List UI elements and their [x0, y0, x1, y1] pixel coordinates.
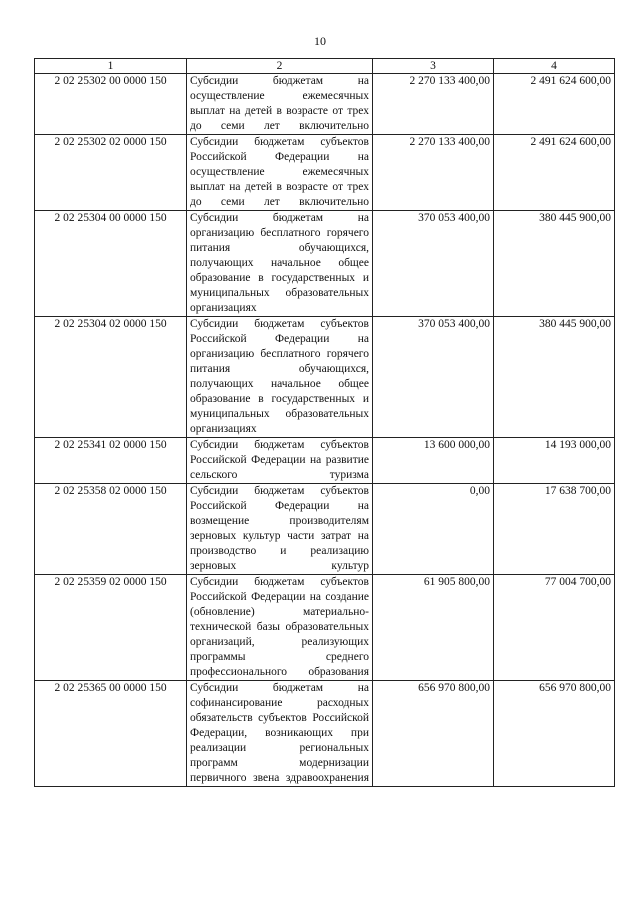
column-header-3: 3 — [373, 59, 494, 74]
budget-table — [34, 58, 615, 787]
table-row — [35, 438, 615, 484]
budget-code: 2 02 25304 00 0000 150 — [35, 211, 187, 317]
budget-code: 2 02 25302 00 0000 150 — [35, 74, 187, 135]
column-header-4: 4 — [494, 59, 615, 74]
amount-col3: 370 053 400,00 — [373, 317, 494, 438]
budget-code: 2 02 25359 02 0000 150 — [35, 575, 187, 681]
table-body — [35, 74, 615, 787]
amount-col4: 656 970 800,00 — [494, 681, 615, 787]
budget-code: 2 02 25365 00 0000 150 — [35, 681, 187, 787]
income-description: Субсидии бюджетам субъектов Российской Федерации на возмещение производителям зерновых культур части затрат на производство и реализацию зерновых культур — [187, 484, 373, 575]
amount-col3: 656 970 800,00 — [373, 681, 494, 787]
amount-col4: 17 638 700,00 — [494, 484, 615, 575]
amount-col3: 2 270 133 400,00 — [373, 135, 494, 211]
table-row — [35, 575, 615, 681]
page-number: 10 — [314, 34, 326, 48]
income-description: Субсидии бюджетам субъектов Российской Федерации на создание (обновление) материально-технической базы образовательных организаций, реализующих программы среднего профессионального образования — [187, 575, 373, 681]
column-header-1: 1 — [35, 59, 187, 74]
amount-col4: 380 445 900,00 — [494, 317, 615, 438]
amount-col4: 14 193 000,00 — [494, 438, 615, 484]
income-description: Субсидии бюджетам на организацию бесплатного горячего питания обучающихся, получающих начальное общее образование в государственных и муниципальных образовательных организациях — [187, 211, 373, 317]
budget-code: 2 02 25341 02 0000 150 — [35, 438, 187, 484]
income-description: Субсидии бюджетам субъектов Российской Федерации на развитие сельского туризма — [187, 438, 373, 484]
column-header-2: 2 — [187, 59, 373, 74]
table-row — [35, 135, 615, 211]
income-description: Субсидии бюджетам субъектов Российской Федерации на организацию бесплатного горячего питания обучающихся, получающих начальное общее образование в государственных и муниципальных образовательных организациях — [187, 317, 373, 438]
table-header — [35, 59, 615, 74]
amount-col3: 13 600 000,00 — [373, 438, 494, 484]
amount-col3: 2 270 133 400,00 — [373, 74, 494, 135]
income-description: Субсидии бюджетам на софинансирование расходных обязательств субъектов Российской Федерации, возникающих при реализации региональных программ модернизации первичного звена здравоохранения — [187, 681, 373, 787]
amount-col3: 0,00 — [373, 484, 494, 575]
budget-code: 2 02 25358 02 0000 150 — [35, 484, 187, 575]
table-row — [35, 211, 615, 317]
amount-col4: 2 491 624 600,00 — [494, 74, 615, 135]
amount-col4: 77 004 700,00 — [494, 575, 615, 681]
table-row — [35, 484, 615, 575]
budget-code: 2 02 25302 02 0000 150 — [35, 135, 187, 211]
table-row — [35, 317, 615, 438]
income-description: Субсидии бюджетам на осуществление ежемесячных выплат на детей в возрасте от трех до семи лет включительно — [187, 74, 373, 135]
budget-code: 2 02 25304 02 0000 150 — [35, 317, 187, 438]
table-row — [35, 74, 615, 135]
amount-col3: 370 053 400,00 — [373, 211, 494, 317]
table-row — [35, 681, 615, 787]
amount-col3: 61 905 800,00 — [373, 575, 494, 681]
amount-col4: 380 445 900,00 — [494, 211, 615, 317]
amount-col4: 2 491 624 600,00 — [494, 135, 615, 211]
table-header-row — [35, 59, 615, 74]
income-description: Субсидии бюджетам субъектов Российской Федерации на осуществление ежемесячных выплат на детей в возрасте от трех до семи лет включительно — [187, 135, 373, 211]
